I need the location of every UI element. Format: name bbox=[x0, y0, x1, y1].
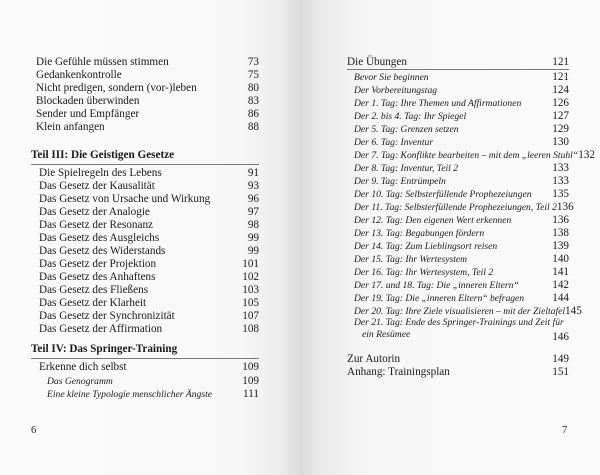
toc-entry-title: Das Gesetz der Kausalität bbox=[39, 180, 155, 192]
toc-entry-title-continued: ein Resümee bbox=[362, 329, 411, 340]
toc-entry-title: Die Spielregeln des Lebens bbox=[39, 167, 162, 179]
toc-entry-page: 151 bbox=[552, 366, 569, 378]
toc-entry-page: 139 bbox=[552, 240, 569, 252]
toc-entry-page: 91 bbox=[247, 167, 259, 179]
toc-entry-title: Nicht predigen, sondern (vor-)leben bbox=[36, 82, 197, 94]
toc-sub-entry bbox=[354, 176, 569, 187]
toc-entry bbox=[39, 168, 259, 179]
toc-entry-title: Das Gesetz von Ursache und Wirkung bbox=[39, 193, 211, 205]
toc-entry-page: 121 bbox=[552, 56, 569, 68]
toc-entry-title: Der 7. Tag: Konflikte bearbeiten – mit dem „leeren Stuhl“ bbox=[354, 150, 579, 161]
toc-entry-title: Das Gesetz des Ausgleichs bbox=[39, 232, 160, 244]
toc-entry bbox=[39, 272, 259, 283]
toc-entry-page: 135 bbox=[552, 188, 569, 200]
toc-sub-entry bbox=[354, 149, 595, 161]
toc-entry-page: 142 bbox=[552, 279, 569, 291]
toc-sub-entry bbox=[47, 376, 259, 387]
toc-entry-page: 138 bbox=[552, 227, 569, 239]
toc-entry-title: Das Gesetz der Klarheit bbox=[39, 297, 147, 309]
toc-sub-entry bbox=[354, 201, 574, 213]
toc-entry-title: Die Übungen bbox=[347, 56, 407, 68]
toc-entry-page: 101 bbox=[242, 258, 259, 270]
toc-entry bbox=[36, 83, 259, 94]
toc-entry-title: Der 2. bis 4. Tag: Ihr Spiegel bbox=[354, 111, 467, 122]
toc-sub-entry bbox=[354, 215, 569, 226]
toc-entry-page: 145 bbox=[565, 305, 582, 317]
toc-entry-title: Der 15. Tag: Ihr Wertesystem bbox=[354, 254, 468, 265]
toc-entry-title: Der 21. Tag: Ende des Springer-Trainings und Zeit für bbox=[354, 317, 564, 328]
toc-entry-title: Blockaden überwinden bbox=[36, 95, 140, 107]
toc-entry bbox=[39, 220, 259, 231]
toc-entry-page: 75 bbox=[247, 69, 259, 81]
toc-entry-page: 126 bbox=[552, 97, 569, 109]
toc-entry-title: Der 13. Tag: Begabungen fördern bbox=[354, 228, 485, 239]
heading-rule bbox=[31, 164, 259, 165]
toc-entry-title: Zur Autorin bbox=[347, 353, 401, 365]
page-number: 6 bbox=[31, 425, 37, 436]
toc-entry-title: Anhang: Trainingsplan bbox=[347, 366, 450, 378]
toc-entry-page: 103 bbox=[242, 284, 259, 296]
toc-entry-title: Die Gefühle müssen stimmen bbox=[36, 56, 169, 68]
toc-entry bbox=[36, 70, 259, 81]
toc-entry-page: 108 bbox=[242, 323, 259, 335]
toc-entry-page: 86 bbox=[247, 108, 259, 120]
toc-entry-title: Der 12. Tag: Den eigenen Wert erkennen bbox=[354, 215, 512, 226]
toc-entry-title: Der 1. Tag: Ihre Themen und Affirmationen bbox=[354, 98, 522, 109]
toc-entry-title: Der 16. Tag: Ihr Wertesystem, Teil 2 bbox=[354, 267, 494, 278]
toc-entry-title: Der 9. Tag: Entrümpeln bbox=[354, 176, 446, 187]
toc-entry-title: Der 14. Tag: Zum Lieblingsort reisen bbox=[354, 241, 498, 252]
toc-entry-title: Bevor Sie beginnen bbox=[354, 72, 429, 83]
toc-entry-page: 109 bbox=[242, 361, 259, 373]
toc-entry bbox=[39, 285, 259, 296]
toc-sub-entry bbox=[354, 254, 569, 265]
toc-entry-page: 93 bbox=[247, 180, 259, 192]
toc-entry bbox=[36, 96, 259, 107]
toc-entry bbox=[347, 57, 569, 68]
toc-entry-page: 88 bbox=[247, 121, 259, 133]
toc-entry bbox=[39, 259, 259, 270]
toc-entry-page: 127 bbox=[552, 110, 569, 122]
part-heading: Teil III: Die Geistigen Gesetze bbox=[31, 149, 175, 161]
heading-rule bbox=[347, 69, 569, 70]
toc-entry-title: Der 19. Tag: Die „inneren Eltern“ befragen bbox=[354, 293, 525, 304]
toc-entry-title: Eine kleine Typologie menschlicher Ängste bbox=[47, 389, 212, 400]
page-number: 7 bbox=[562, 425, 568, 436]
toc-sub-entry bbox=[354, 124, 569, 135]
toc-sub-entry bbox=[354, 317, 569, 343]
toc-entry-title: Sender und Empfänger bbox=[36, 108, 140, 120]
toc-entry bbox=[39, 207, 259, 218]
toc-sub-entry bbox=[354, 228, 569, 239]
toc-entry bbox=[347, 367, 569, 378]
toc-sub-entry bbox=[354, 72, 569, 83]
toc-sub-entry bbox=[354, 189, 569, 200]
toc-entry-page: 136 bbox=[552, 214, 569, 226]
toc-entry bbox=[39, 246, 259, 257]
toc-sub-entry bbox=[354, 305, 582, 317]
toc-sub-entry bbox=[354, 111, 569, 122]
toc-entry-title: Gedankenkontrolle bbox=[36, 69, 122, 81]
toc-entry-page: 97 bbox=[247, 206, 259, 218]
toc-entry-page: 99 bbox=[247, 245, 259, 257]
toc-entry-title: Der Vorbereitungstag bbox=[354, 85, 438, 96]
toc-entry-page: 124 bbox=[552, 84, 569, 96]
toc-entry-page: 111 bbox=[243, 388, 259, 400]
toc-entry-title: Der 5. Tag: Grenzen setzen bbox=[354, 124, 459, 135]
toc-entry bbox=[347, 354, 569, 365]
toc-entry bbox=[36, 109, 259, 120]
toc-entry-title: Das Gesetz der Synchronizität bbox=[39, 310, 175, 322]
toc-entry-page: 83 bbox=[247, 95, 259, 107]
toc-entry bbox=[39, 324, 259, 335]
toc-sub-entry bbox=[354, 280, 569, 291]
toc-entry-page: 141 bbox=[552, 266, 569, 278]
toc-entry-page: 144 bbox=[552, 292, 569, 304]
toc-entry-page: 132 bbox=[578, 149, 595, 161]
toc-entry-page: 107 bbox=[242, 310, 259, 322]
toc-entry-page: 146 bbox=[552, 331, 569, 343]
toc-entry-page: 73 bbox=[247, 56, 259, 68]
toc-sub-entry bbox=[354, 241, 569, 252]
right-page bbox=[300, 0, 600, 475]
toc-entry bbox=[39, 181, 259, 192]
toc-entry-title: Das Gesetz der Affirmation bbox=[39, 323, 163, 335]
toc-entry bbox=[36, 122, 259, 133]
toc-entry-title: Klein anfangen bbox=[36, 121, 105, 133]
toc-entry bbox=[39, 194, 259, 205]
toc-entry-page: 98 bbox=[247, 219, 259, 231]
toc-entry-title: Der 10. Tag: Selbsterfüllende Prophezeiungen bbox=[354, 189, 532, 200]
toc-entry-title: Das Gesetz des Anhaftens bbox=[39, 271, 156, 283]
toc-entry bbox=[39, 362, 259, 373]
toc-entry-title: Das Gesetz der Resonanz bbox=[39, 219, 154, 231]
toc-sub-entry bbox=[354, 85, 569, 96]
toc-entry-title: Der 20. Tag: Ihre Ziele visualisieren – mit der Zieltafel bbox=[354, 306, 566, 317]
toc-entry bbox=[39, 233, 259, 244]
toc-entry-title: Der 6. Tag: Inventur bbox=[354, 137, 434, 148]
toc-entry-page: 109 bbox=[242, 375, 259, 387]
toc-sub-entry bbox=[354, 137, 569, 148]
toc-entry-page: 130 bbox=[552, 136, 569, 148]
toc-entry-page: 121 bbox=[552, 71, 569, 83]
toc-entry-title: Das Gesetz der Projektion bbox=[39, 258, 157, 270]
toc-entry-title: Das Gesetz des Fließens bbox=[39, 284, 149, 296]
toc-entry-page: 105 bbox=[242, 297, 259, 309]
toc-sub-entry bbox=[354, 163, 569, 174]
toc-entry-page: 149 bbox=[552, 353, 569, 365]
toc-entry-page: 133 bbox=[552, 175, 569, 187]
heading-rule bbox=[31, 358, 259, 359]
toc-entry-title: Der 11. Tag: Selbsterfüllende Prophezeiungen, Teil 2 bbox=[354, 202, 557, 213]
toc-sub-entry bbox=[47, 389, 259, 400]
toc-entry-title: Das Genogramm bbox=[47, 376, 113, 387]
toc-sub-entry bbox=[354, 98, 569, 109]
toc-entry-title: Erkenne dich selbst bbox=[39, 361, 127, 373]
toc-entry-title: Das Gesetz der Analogie bbox=[39, 206, 150, 218]
toc-entry-page: 96 bbox=[247, 193, 259, 205]
toc-sub-entry bbox=[354, 293, 569, 304]
toc-entry-page: 80 bbox=[247, 82, 259, 94]
toc-entry-title: Der 17. und 18. Tag: Die „inneren Eltern“ bbox=[354, 280, 519, 291]
toc-entry bbox=[39, 311, 259, 322]
toc-entry-page: 99 bbox=[247, 232, 259, 244]
toc-entry-page: 140 bbox=[552, 253, 569, 265]
toc-entry-title: Das Gesetz des Widerstands bbox=[39, 245, 166, 257]
toc-entry-page: 129 bbox=[552, 123, 569, 135]
toc-entry bbox=[39, 298, 259, 309]
toc-entry-page: 133 bbox=[552, 162, 569, 174]
toc-entry-page: 136 bbox=[556, 201, 574, 213]
toc-entry bbox=[36, 57, 259, 68]
part-heading: Teil IV: Das Springer-Training bbox=[31, 343, 178, 355]
toc-entry-title: Der 8. Tag: Inventur, Teil 2 bbox=[354, 163, 459, 174]
toc-sub-entry bbox=[354, 267, 569, 278]
toc-entry-page: 102 bbox=[242, 271, 259, 283]
